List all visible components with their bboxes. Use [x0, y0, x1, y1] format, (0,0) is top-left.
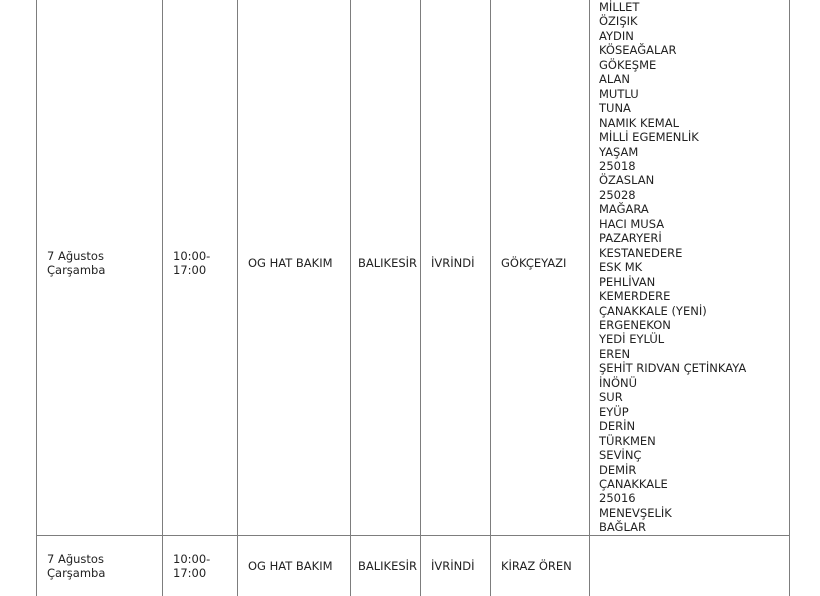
date-day: 7 Ağustos	[47, 552, 104, 566]
street-name: ÇANAKKALE (YENİ)	[599, 303, 707, 318]
street-name: KÖSEAĞALAR	[599, 43, 677, 58]
work-type-cell	[238, 0, 351, 535]
street-name: MİLLET	[599, 0, 640, 14]
street-name: KEMERDERE	[599, 289, 671, 304]
street-name: MENEVŞELİK	[599, 505, 672, 520]
date-cell	[37, 536, 163, 596]
date-weekday: Çarşamba	[47, 262, 106, 277]
street-name: ESK MK	[599, 260, 643, 275]
street-name: DEMİR	[599, 462, 637, 477]
street-name: PAZARYERİ	[599, 231, 662, 246]
street-name: NAMIK KEMAL	[599, 115, 679, 130]
street-name: PEHLİVAN	[599, 274, 656, 289]
area-cell	[491, 0, 590, 535]
street-name: MİLLİ EGEMENLİK	[599, 130, 699, 145]
time-end: 17:00	[173, 566, 207, 580]
streets-cell	[590, 0, 789, 535]
work-type-cell	[238, 536, 351, 596]
time-end: 17:00	[173, 262, 207, 277]
district: İVRİNDİ	[431, 559, 475, 573]
date-cell	[37, 0, 163, 535]
street-name: HACI MUSA	[599, 216, 665, 231]
street-name: 25016	[599, 491, 636, 506]
city-cell	[351, 0, 421, 535]
streets-list	[599, 0, 746, 535]
street-name: KESTANEDERE	[599, 245, 683, 260]
time-cell	[163, 536, 238, 596]
time-start: 10:00-	[173, 248, 211, 263]
date-day: 7 Ağustos	[47, 248, 104, 263]
streets-cell	[590, 536, 789, 596]
street-name: ŞEHİT RIDVAN ÇETİNKAYA	[599, 361, 747, 376]
street-name: İNÖNÜ	[599, 375, 638, 390]
street-name: BAĞLAR	[599, 520, 646, 535]
street-name: SUR	[599, 390, 623, 405]
table-row	[37, 536, 789, 596]
area-cell	[491, 536, 590, 596]
street-name: EREN	[599, 346, 631, 361]
area: GÖKÇEYAZI	[501, 255, 567, 270]
district-cell	[421, 536, 491, 596]
street-name: ALAN	[599, 72, 631, 87]
time-start: 10:00-	[173, 552, 211, 566]
table-row	[37, 0, 789, 536]
city-cell	[351, 536, 421, 596]
area: KİRAZ ÖREN	[501, 559, 572, 573]
street-name: MUTLU	[599, 86, 639, 101]
street-name: MAĞARA	[599, 202, 649, 217]
street-name: AYDIN	[599, 28, 634, 43]
street-name: TUNA	[599, 101, 631, 116]
district: İVRİNDİ	[431, 255, 475, 270]
work-type: OG HAT BAKIM	[248, 255, 333, 270]
street-name: ÖZIŞIK	[599, 14, 638, 29]
street-name: GÖKEŞME	[599, 57, 657, 72]
work-type: OG HAT BAKIM	[248, 559, 333, 573]
street-name: 25028	[599, 187, 636, 202]
street-name: ÇANAKKALE	[599, 476, 668, 491]
street-name: ERGENEKON	[599, 317, 671, 332]
street-name: ÖZASLAN	[599, 173, 655, 188]
street-name: DERİN	[599, 419, 636, 434]
street-name: EYÜP	[599, 404, 629, 419]
city: BALIKESİR	[358, 559, 418, 573]
date-weekday: Çarşamba	[47, 566, 106, 580]
street-name: 25018	[599, 158, 636, 173]
city: BALIKESİR	[358, 255, 418, 270]
street-name: YAŞAM	[599, 144, 639, 159]
outage-table	[36, 0, 790, 596]
street-name: TÜRKMEN	[599, 433, 656, 448]
street-name: YEDİ EYLÜL	[599, 332, 665, 347]
district-cell	[421, 0, 491, 535]
time-cell	[163, 0, 238, 535]
street-name: SEVİNÇ	[599, 448, 642, 463]
